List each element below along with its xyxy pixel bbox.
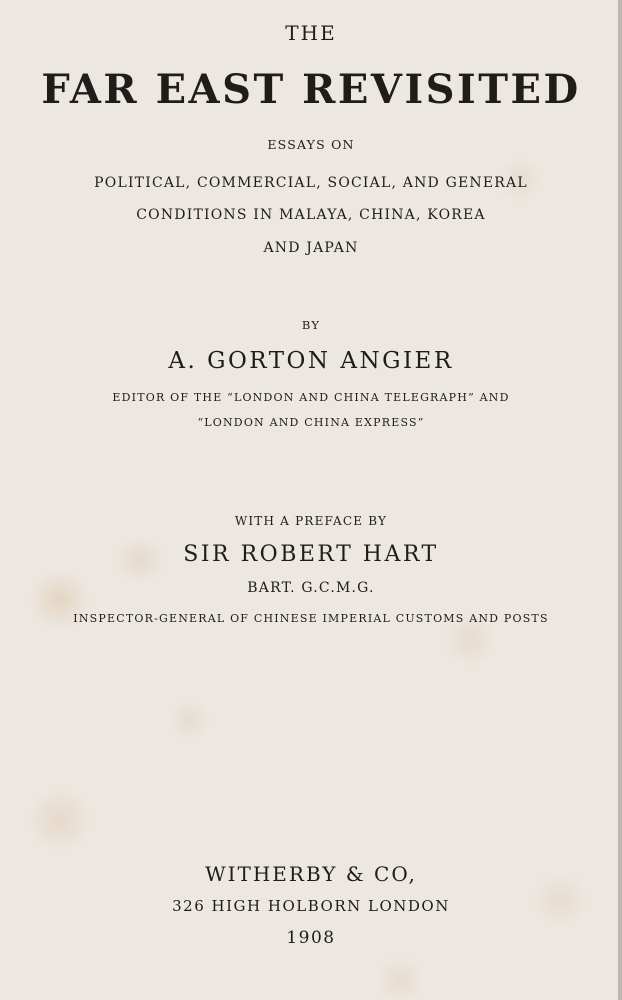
publisher-address: 326 HIGH HOLBORN LONDON: [172, 897, 450, 915]
author-name: A. GORTON ANGIER: [168, 348, 454, 374]
preface-author-role: INSPECTOR-GENERAL OF CHINESE IMPERIAL CUSTOMS AND POSTS: [73, 612, 549, 625]
publication-year: 1908: [286, 928, 336, 948]
publisher-name: WITHERBY & CO,: [205, 862, 417, 886]
title-article: THE: [285, 21, 337, 45]
by-label: BY: [301, 318, 321, 332]
essays-on-label: ESSAYS ON: [267, 137, 355, 152]
preface-author-honours: BART. G.C.M.G.: [247, 580, 375, 596]
subtitle-line-1: POLITICAL, COMMERCIAL, SOCIAL, AND GENERAL: [94, 175, 528, 191]
subtitle-line-2: CONDITIONS IN MALAYA, CHINA, KOREA: [136, 207, 486, 223]
book-title: FAR EAST REVISITED: [41, 66, 581, 113]
preface-intro: WITH A PREFACE BY: [234, 514, 388, 528]
author-role-line-1: EDITOR OF THE “LONDON AND CHINA TELEGRAPH” AND: [112, 391, 510, 404]
subtitle-line-3: AND JAPAN: [263, 240, 359, 256]
preface-author-name: SIR ROBERT HART: [183, 542, 439, 567]
author-role-line-2: “LONDON AND CHINA EXPRESS”: [197, 416, 425, 429]
